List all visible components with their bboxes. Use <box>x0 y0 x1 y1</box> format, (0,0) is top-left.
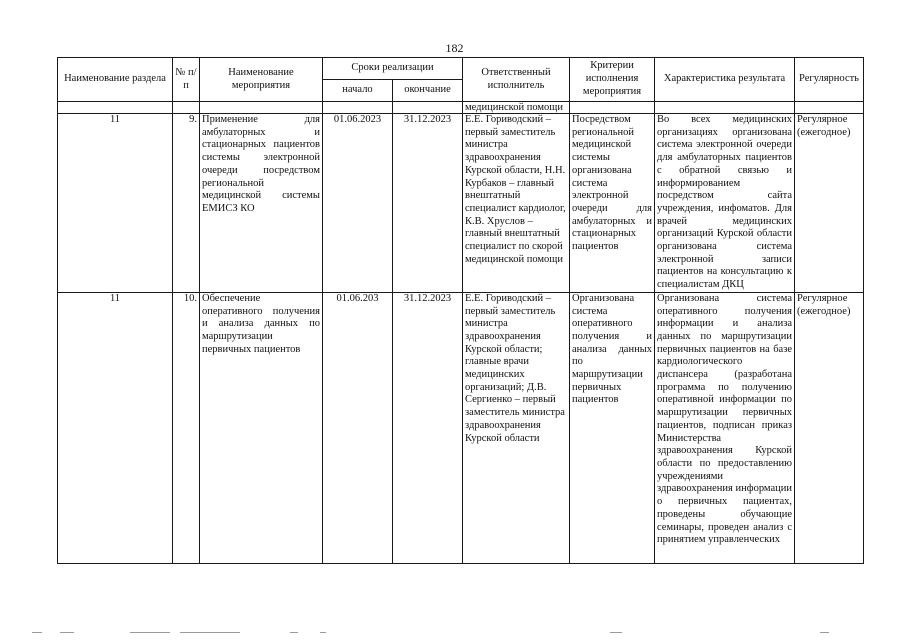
cell-number: 10. <box>173 292 200 563</box>
cell-regularity: Регулярное (ежегодное) <box>795 114 864 293</box>
header-number: № п/п <box>173 58 200 102</box>
header-regularity: Регулярность <box>795 58 864 102</box>
cell-executor: Е.Е. Гориводский – первый заместитель министра здравоохранения Курской области, Н.Н. Курбаков – главный внештатный специалист кардиолог, К.В. Хруслов – главный внештатный специалист по скорой медицинской помощи <box>463 114 570 293</box>
cell-section: 11 <box>58 114 173 293</box>
cell-result: Организована система оперативного получения информации и анализа данных по маршрутизации первичных пациентов на базе кардиологического диспансера (разработана программа по получению оперативной информации по маршрутизации первичных пациентов, подписан приказ Министерства здравоохранения Курской области по предоставлению учреждениями здравоохранения информации о первичных пациентах, проведены обучающие семинары, проведен анализ с принятием управленческих <box>655 292 795 563</box>
cell-regularity: Регулярное (ежегодное) <box>795 292 864 563</box>
cell-empty <box>200 102 323 114</box>
header-section: Наименование раздела <box>58 58 173 102</box>
header-result: Характеристика результата <box>655 58 795 102</box>
scan-artifacts <box>20 632 889 634</box>
cell-activity: Обеспечение оперативного получения и анализа данных по маршрутизации первичных пациентов <box>200 292 323 563</box>
table-row <box>58 114 864 293</box>
header-terms: Сроки реализации <box>323 58 463 80</box>
cell-activity: Применение для амбулаторных и стационарных пациентов системы электронной очереди посредством региональной медицинской системы ЕМИСЗ КО <box>200 114 323 293</box>
cell-section: 11 <box>58 292 173 563</box>
header-activity: Наименование мероприятия <box>200 58 323 102</box>
cell-empty <box>323 102 393 114</box>
cell-criteria: Посредством региональной медицинской системы организована система электронной очереди для амбулаторных и стационарных пациентов <box>570 114 655 293</box>
header-criteria: Критерии исполнения мероприятия <box>570 58 655 102</box>
cell-empty <box>393 102 463 114</box>
cell-empty <box>655 102 795 114</box>
cell-end-date: 31.12.2023 <box>393 292 463 563</box>
cell-result: Во всех медицинских организациях организована система электронной очереди для амбулаторных пациентов с обратной связью и информированием посредством сайта учреждения, инфоматов. Для врачей медицинских организаций Курской области организована система электронной записи пациентов на консультацию к специалистам ДКЦ <box>655 114 795 293</box>
cell-executor-continuation: медицинской помощи <box>463 102 570 114</box>
cell-executor: Е.Е. Гориводский – первый заместитель министра здравоохранения Курской области; главные врачи медицинских организаций; Д.В. Сергиенко – первый заместитель министра здравоохранения Курской области <box>463 292 570 563</box>
page-number: 182 <box>445 41 464 55</box>
cell-criteria: Организована система оперативного получения и анализа данных по маршрутизации первичных пациентов <box>570 292 655 563</box>
cell-start-date: 01.06.2023 <box>323 114 393 293</box>
header-executor: Ответственный исполнитель <box>463 58 570 102</box>
cell-start-date: 01.06.203 <box>323 292 393 563</box>
cell-empty <box>795 102 864 114</box>
cell-empty <box>58 102 173 114</box>
table-row <box>58 292 864 563</box>
header-start: начало <box>323 80 393 102</box>
header-end: окончание <box>393 80 463 102</box>
cell-empty <box>173 102 200 114</box>
cell-number: 9. <box>173 114 200 293</box>
table-row-continuation <box>58 102 864 114</box>
plan-table <box>57 57 864 564</box>
cell-empty <box>570 102 655 114</box>
cell-end-date: 31.12.2023 <box>393 114 463 293</box>
